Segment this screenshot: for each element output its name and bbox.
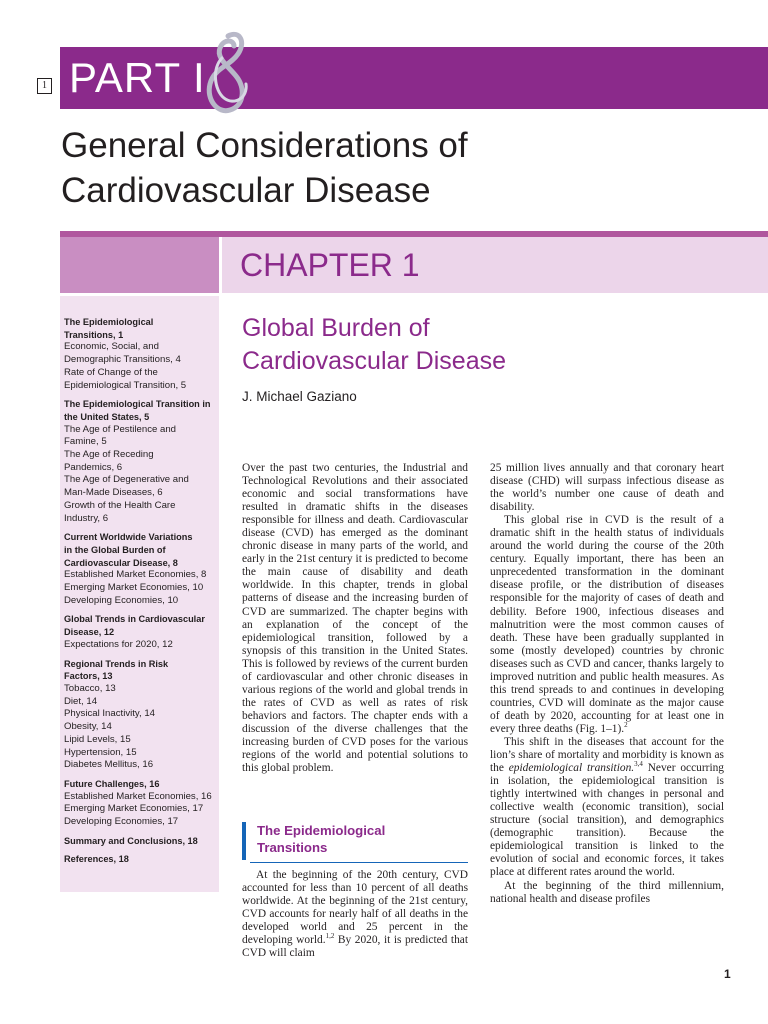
toc-item: Established Market Economies, 16 [64,790,212,802]
toc-item: Physical Inactivity, 14 [64,708,155,720]
body-text: This global rise in CVD is the result of a dramatic shift in the health status of individuals around the world during the course of the 20th century. Equally important, there has been an unprecedented transformation in the dominant disease profile, or the distribution of diseases responsible for the majority of cases of death and debility. Before 1900, infectious diseases and malnutrition were the most common causes of death. These have been gradually supplanted in some (mostly developed) countries by chronic diseases such as CVD and cancer, thanks largely to improved nutrition and public health measures. As this trend spreads to and continues in developing countries, CVD will dominate as the major cause of death by 2020, accounting for at least one in every three deaths (Fig. 1–1). [490,514,724,735]
toc-section [64,531,216,607]
chapter-label: CHAPTER 1 [240,247,420,283]
toc-item: Growth of the Health Care Industry, 6 [64,499,176,524]
chapter-sidebar-header [60,237,219,293]
body-text: By 2020, it is predicted that CVD will claim [242,934,468,960]
toc-item: The Age of Receding Pandemics, 6 [64,449,154,473]
section-heading-bar [242,822,246,860]
toc-section [64,316,216,392]
body-paragraph [490,736,724,880]
toc-item: Hypertension, 15 [64,746,137,758]
toc-section [64,778,216,829]
toc-section-heading: References, 18 [64,854,129,865]
toc-item: Established Market Economies, 8 [64,569,207,581]
page-marker: 1 [37,78,52,94]
article-author: J. Michael Gaziano [242,389,357,404]
body-text: Never occurring in isolation, the epidemiological transition is tightly intertwined with changes in personal and collective wealth (economic transition), social structure (social transition), and demographics (demographic transition). Because the epidemiological transition is linked to the evolution of social and economic forces, it takes place at different rates around the world. [490,762,725,879]
toc-item: Emerging Market Economies, 17 [64,803,204,815]
toc-item: Developing Economies, 10 [64,594,179,606]
part-title: General Considerations of Cardiovascular Disease [61,126,468,210]
toc-section-heading: Summary and Conclusions, 18 [64,835,198,846]
toc-item: Diabetes Mellitus, 16 [64,759,154,771]
toc-item: Obesity, 14 [64,721,112,733]
body-paragraph: 25 million lives annually and that coronary heart disease (CHD) will surpass infectious disease as the world’s number one cause of death and disability. [490,462,724,514]
body-paragraph [490,514,724,736]
body-paragraph [242,869,468,960]
toc-item: The Age of Pestilence and Famine, 5 [64,423,177,448]
section-paragraph [242,869,468,960]
chapter-outline-sidebar [60,296,219,892]
intro-paragraph [242,462,468,775]
part-label: PART I [69,54,206,101]
toc-section [64,835,216,848]
toc-item: Diet, 14 [64,695,98,707]
toc-item: The Age of Degenerative and Man-Made Diseases, 6 [64,474,189,499]
toc-section-heading: Future Challenges, 16 [64,778,160,789]
toc-section [64,853,216,866]
chapter-outline-list [64,316,216,872]
toc-section-heading: Regional Trends in Risk Factors, 13 [64,658,169,682]
toc-section-heading: The Epidemiological Transition in the United States, 5 [64,399,211,422]
toc-section-heading: Current Worldwide Variations in the Global Burden of Cardiovascular Disease, 8 [64,532,193,568]
toc-item: Lipid Levels, 15 [64,733,131,745]
body-text: At the beginning of the 20th century, CVD accounted for less than 10 percent of all deaths worldwide. At the beginning of the 21st century, CVD accounts for nearly half of all deaths in the developed world and 25 percent in the developing world. [242,869,468,947]
section-heading: The Epidemiological Transitions [257,823,386,855]
body-paragraph: Over the past two centuries, the Industrial and Technological Revolutions and their associated economic and social transformations have resulted in dramatic shifts in the diseases responsible for illness and death. Cardiovascular disease (CVD) has emerged as the dominant chronic disease in many parts of the world, and early in the 21st century it is predicted to become the main cause of disability and death worldwide. In this chapter, trends in global patterns of disease and the increasing burden of CVD are summarized. The chapter begins with an explanation of the concept of the epidemiological transition, followed by a synopsis of this transition in the United States. This is followed by reviews of the current burden of cardiovascular and other chronic diseases in various regions of the world and global trends in the rates of CVD as well as rates of risk behaviors and factors. The chapter ends with a discussion of the diverse challenges that the increasing burden of CVD poses for the various regions of the world and potential solutions to this global problem. [242,462,468,775]
toc-item: Economic, Social, and Demographic Transitions, 4 [64,341,181,366]
citation: 1,2 [325,932,335,941]
toc-item: Rate of Change of the Epidemiological Transition, 5 [64,366,187,391]
toc-section [64,398,216,525]
toc-item: Expectations for 2020, 12 [64,638,173,650]
toc-item: Emerging Market Economies, 10 [64,582,204,594]
page-number: 1 [724,967,731,981]
emphasized-term: epidemiological transition. [508,762,635,775]
citation: 2 [624,721,628,730]
body-paragraph: At the beginning of the third millennium, national health and disease profiles [490,879,724,905]
citation: 3,4 [634,760,643,769]
decorative-heart-loop-icon [200,28,256,124]
toc-item: Developing Economies, 17 [64,816,179,828]
right-column [490,462,724,906]
toc-item: Tobacco, 13 [64,682,116,694]
toc-section-heading: The Epidemiological Transitions, 1 [64,317,154,340]
toc-section [64,613,216,651]
article-title: Global Burden of Cardiovascular Disease [242,314,507,375]
toc-section-heading: Global Trends in Cardiovascular Disease, 12 [64,614,205,638]
body-text: This shift in the diseases that account for the lion’s share of mortality and morbidity is known as the [490,735,724,775]
section-heading-rule [250,862,468,863]
toc-section [64,658,216,772]
